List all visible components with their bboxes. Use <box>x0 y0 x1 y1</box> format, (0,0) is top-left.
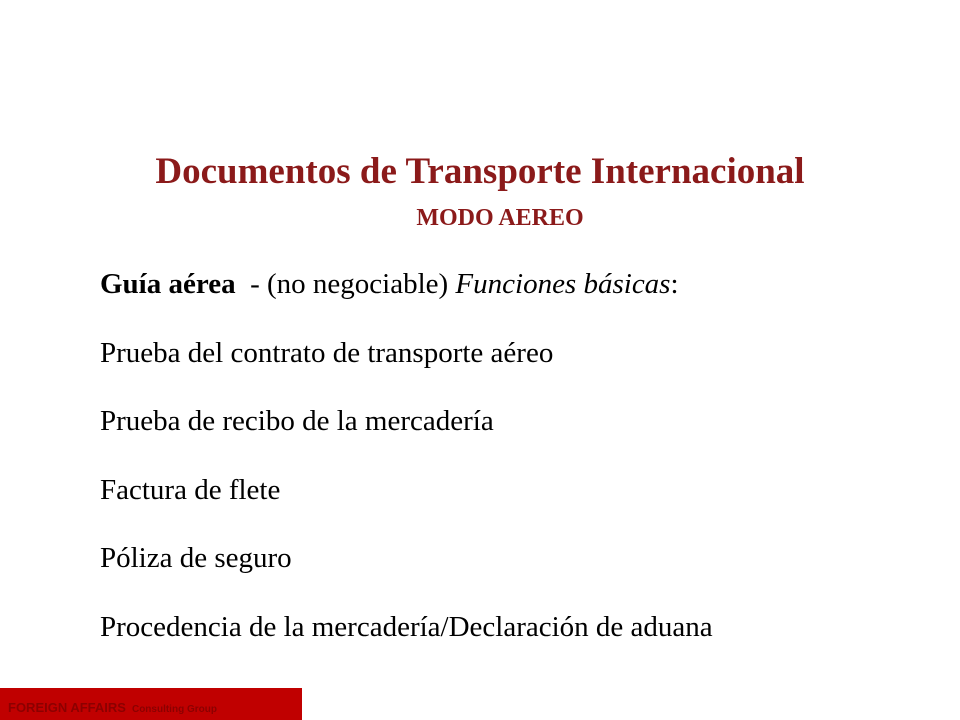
footer-brand: FOREIGN AFFAIRS <box>8 700 126 715</box>
list-item: Póliza de seguro <box>100 542 292 574</box>
list-item: Procedencia de la mercadería/Declaración de aduana <box>100 610 713 643</box>
footer-banner <box>0 688 302 720</box>
list-item: Prueba del contrato de transporte aéreo <box>100 336 554 369</box>
slide-subtitle: MODO AEREO <box>416 205 584 231</box>
list-item: Factura de flete <box>100 473 281 506</box>
content-list <box>100 262 920 673</box>
list-heading <box>100 262 920 331</box>
heading-bold: Guía aérea <box>100 268 236 300</box>
heading-normal: - (no negociable) <box>235 268 456 300</box>
heading-italic: Funciones básicas <box>455 268 671 300</box>
heading-suffix: : <box>670 268 679 300</box>
slide-title: Documentos de Transporte Internacional <box>155 151 805 192</box>
list-item: Prueba de recibo de la mercadería <box>100 405 494 437</box>
footer-group: Consulting Group <box>131 704 217 715</box>
